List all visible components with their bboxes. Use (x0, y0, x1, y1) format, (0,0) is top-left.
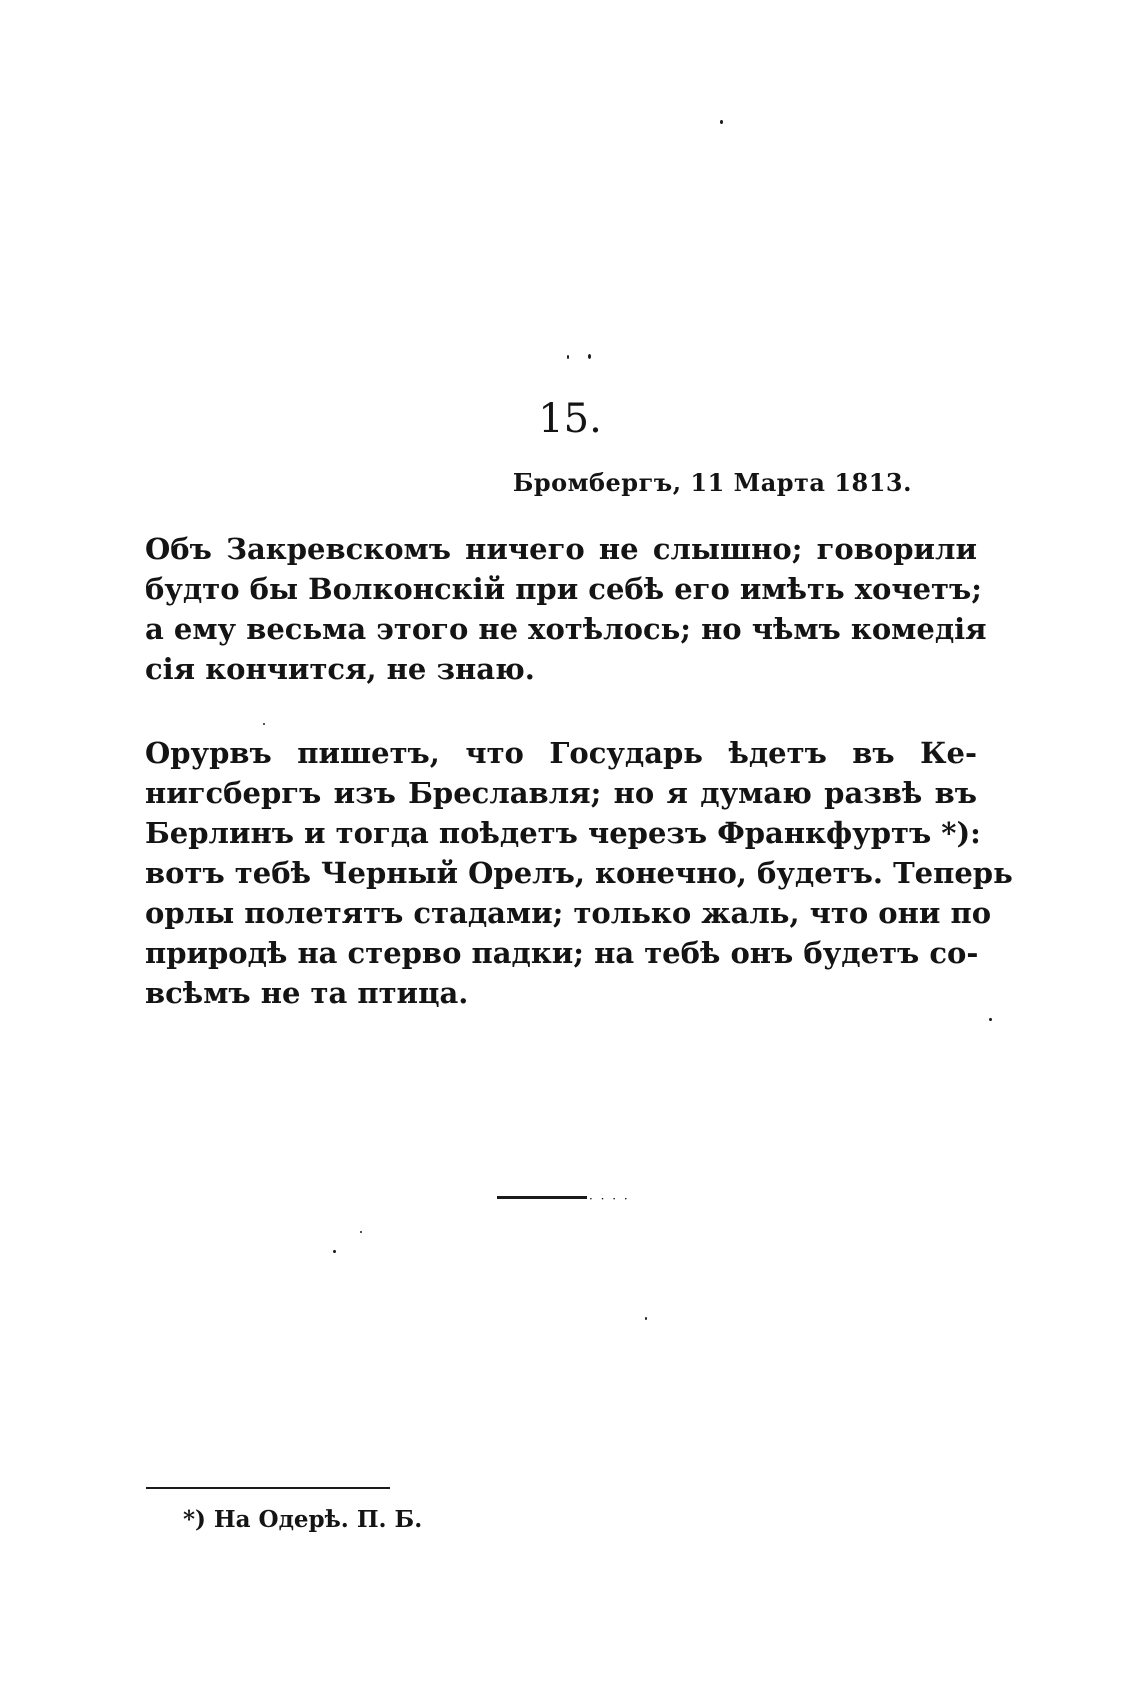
print-speck (588, 354, 591, 359)
print-speck (645, 1317, 647, 1320)
text-line: нигсбергъ изъ Бреславля; но я думаю развѣ въ (145, 776, 977, 810)
text-line: природѣ на стерво падки; на тебѣ онъ будетъ со- (145, 936, 979, 970)
text-line: вотъ тебѣ Черный Орелъ, конечно, будетъ. Теперь (145, 856, 1013, 890)
text-line: Берлинъ и тогда поѣдетъ черезъ Франкфуртъ *): (145, 816, 981, 850)
text-line: орлы полетятъ стадами; только жаль, что они по (145, 896, 992, 930)
section-end-dots: · · · · (589, 1192, 630, 1206)
text-line: будто бы Волконскій при себѣ его имѣть хочетъ; (145, 572, 982, 606)
print-speck (567, 355, 569, 359)
text-line: всѣмъ не та птица. (145, 976, 469, 1010)
footnote-divider (146, 1487, 390, 1489)
text-line: Объ Закревскомъ ничего не слышно; говорили (145, 532, 977, 566)
print-speck (720, 120, 723, 124)
text-line: а ему весьма этого не хотѣлось; но чѣмъ комедія (145, 612, 987, 646)
letter-number: 15. (538, 396, 602, 442)
section-end-rule (497, 1196, 587, 1199)
paragraph-2 (145, 733, 1013, 1013)
print-speck (333, 1250, 336, 1253)
print-speck (989, 1018, 992, 1021)
letter-dateline: Бромбергъ, 11 Марта 1813. (512, 468, 912, 497)
text-line: сія кончится, не знаю. (145, 652, 535, 686)
paragraph-1 (145, 529, 987, 689)
print-speck (263, 723, 265, 725)
print-speck (360, 1231, 362, 1233)
text-line: Орурвъ пишетъ, что Государь ѣдетъ въ Ке- (145, 736, 977, 770)
footnote: *) На Одерѣ. П. Б. (183, 1506, 423, 1533)
